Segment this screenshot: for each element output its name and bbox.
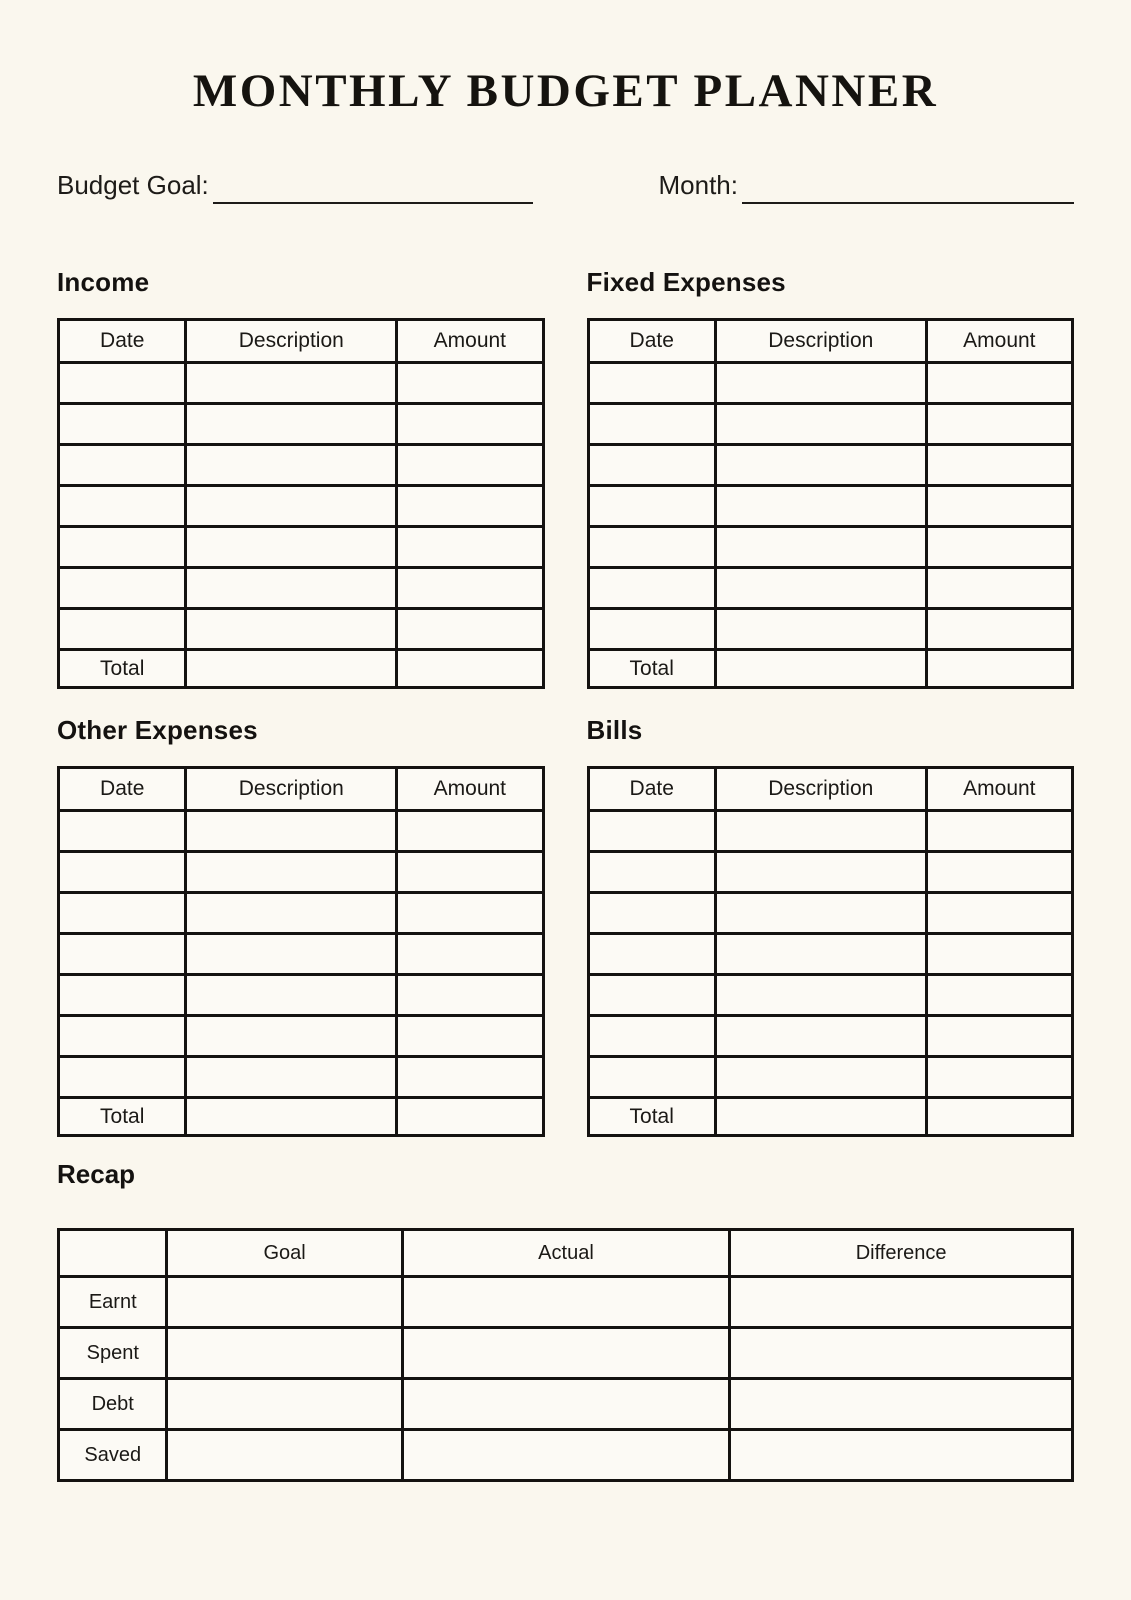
income-column-header-date: Date [59, 320, 186, 363]
income-description-cell[interactable] [186, 404, 397, 445]
recap-spent-actual-cell[interactable] [402, 1328, 730, 1379]
fixed-expenses-description-cell[interactable] [715, 568, 926, 609]
bills-amount-cell[interactable] [926, 1057, 1072, 1098]
bills-total-label: Total [588, 1098, 715, 1136]
bills-date-cell[interactable] [588, 852, 715, 893]
fixed-expenses-amount-cell[interactable] [926, 568, 1072, 609]
fixed-expenses-date-cell[interactable] [588, 404, 715, 445]
recap-column-header-actual: Actual [402, 1230, 730, 1277]
other-expenses-amount-cell[interactable] [397, 1016, 543, 1057]
table-row [59, 975, 544, 1016]
budget-goal-field [57, 170, 533, 201]
recap-row-earnt [59, 1277, 1073, 1328]
income-date-cell[interactable] [59, 445, 186, 486]
income-description-cell[interactable] [186, 568, 397, 609]
recap-row-label-saved: Saved [59, 1430, 167, 1481]
fixed-expenses-table [587, 318, 1075, 689]
bills-table [587, 766, 1075, 1137]
table-row [588, 893, 1073, 934]
income-column-header-description: Description [186, 320, 397, 363]
other-expenses-table [57, 766, 545, 1137]
other-expenses-description-cell[interactable] [186, 975, 397, 1016]
table-row [588, 527, 1073, 568]
other-expenses-amount-cell[interactable] [397, 852, 543, 893]
recap-row-saved [59, 1430, 1073, 1481]
bills-date-cell[interactable] [588, 1016, 715, 1057]
fixed-expenses-date-cell[interactable] [588, 445, 715, 486]
bills-total-row [588, 1098, 1073, 1136]
table-row [59, 445, 544, 486]
income-description-cell[interactable] [186, 527, 397, 568]
income-description-cell[interactable] [186, 363, 397, 404]
table-row [588, 486, 1073, 527]
recap-column-header-difference: Difference [730, 1230, 1073, 1277]
income-table [57, 318, 545, 689]
recap-row-debt [59, 1379, 1073, 1430]
income-header-row [59, 320, 544, 363]
table-row [59, 1057, 544, 1098]
fixed-expenses-amount-cell[interactable] [926, 486, 1072, 527]
recap-debt-goal-cell[interactable] [167, 1379, 402, 1430]
recap-spent-goal-cell[interactable] [167, 1328, 402, 1379]
other-expenses-description-cell[interactable] [186, 852, 397, 893]
bills-date-cell[interactable] [588, 975, 715, 1016]
recap-row-spent [59, 1328, 1073, 1379]
ledger-sections-grid [57, 267, 1074, 1137]
income-amount-cell[interactable] [397, 609, 543, 650]
month-field [659, 170, 1075, 201]
other-expenses-date-cell[interactable] [59, 934, 186, 975]
bills-date-cell[interactable] [588, 893, 715, 934]
fixed-expenses-description-cell[interactable] [715, 404, 926, 445]
other-expenses-amount-cell[interactable] [397, 975, 543, 1016]
bills-description-cell[interactable] [715, 1057, 926, 1098]
table-row [588, 975, 1073, 1016]
other-expenses-header-row [59, 768, 544, 811]
other-expenses-total-label: Total [59, 1098, 186, 1136]
other-expenses-total-description-cell[interactable] [186, 1098, 397, 1136]
other-expenses-date-cell[interactable] [59, 1016, 186, 1057]
bills-amount-cell[interactable] [926, 852, 1072, 893]
income-amount-cell[interactable] [397, 486, 543, 527]
recap-row-label-debt: Debt [59, 1379, 167, 1430]
income-total-label: Total [59, 650, 186, 688]
other-expenses-description-cell[interactable] [186, 934, 397, 975]
fixed-expenses-total-row [588, 650, 1073, 688]
fixed-expenses-header-row [588, 320, 1073, 363]
other-expenses-date-cell[interactable] [59, 1057, 186, 1098]
income-date-cell[interactable] [59, 527, 186, 568]
income-amount-cell[interactable] [397, 363, 543, 404]
table-row [588, 404, 1073, 445]
income-date-cell[interactable] [59, 568, 186, 609]
bills-date-cell[interactable] [588, 811, 715, 852]
other-expenses-column-header-date: Date [59, 768, 186, 811]
bills-amount-cell[interactable] [926, 1016, 1072, 1057]
recap-spent-difference-cell[interactable] [730, 1328, 1073, 1379]
fixed-expenses-amount-cell[interactable] [926, 527, 1072, 568]
fixed-expenses-description-cell[interactable] [715, 527, 926, 568]
table-row [588, 1016, 1073, 1057]
bills-amount-cell[interactable] [926, 934, 1072, 975]
recap-column-header-blank [59, 1230, 167, 1277]
bills-amount-cell[interactable] [926, 975, 1072, 1016]
bills-description-cell[interactable] [715, 852, 926, 893]
income-amount-cell[interactable] [397, 445, 543, 486]
other-expenses-amount-cell[interactable] [397, 893, 543, 934]
table-row [588, 1057, 1073, 1098]
other-expenses-column-header-amount: Amount [397, 768, 543, 811]
fixed-expenses-total-label: Total [588, 650, 715, 688]
bills-description-cell[interactable] [715, 893, 926, 934]
other-expenses-amount-cell[interactable] [397, 811, 543, 852]
recap-table [57, 1228, 1074, 1482]
bills-description-cell[interactable] [715, 975, 926, 1016]
bills-total-amount-cell[interactable] [926, 1098, 1072, 1136]
fixed-expenses-date-cell[interactable] [588, 527, 715, 568]
table-row [59, 486, 544, 527]
section-heading-recap: Recap [57, 1159, 136, 1189]
other-expenses-total-row [59, 1098, 544, 1136]
fixed-expenses-total-amount-cell[interactable] [926, 650, 1072, 688]
month-input-line[interactable] [742, 190, 1074, 204]
section-bills [587, 715, 1075, 1137]
table-row [59, 568, 544, 609]
fixed-expenses-date-cell[interactable] [588, 363, 715, 404]
bills-amount-cell[interactable] [926, 811, 1072, 852]
fixed-expenses-description-cell[interactable] [715, 445, 926, 486]
section-income [57, 267, 545, 689]
section-other-expenses [57, 715, 545, 1137]
income-date-cell[interactable] [59, 486, 186, 527]
recap-saved-difference-cell[interactable] [730, 1430, 1073, 1481]
income-column-header-amount: Amount [397, 320, 543, 363]
bills-total-description-cell[interactable] [715, 1098, 926, 1136]
bills-column-header-description: Description [715, 768, 926, 811]
section-recap [57, 1159, 1074, 1482]
section-heading-fixed-expenses: Fixed Expenses [586, 267, 786, 297]
bills-description-cell[interactable] [715, 934, 926, 975]
table-row [59, 934, 544, 975]
other-expenses-total-amount-cell[interactable] [397, 1098, 543, 1136]
income-amount-cell[interactable] [397, 404, 543, 445]
other-expenses-description-cell[interactable] [186, 1016, 397, 1057]
bills-column-header-amount: Amount [926, 768, 1072, 811]
month-label: Month: [658, 170, 738, 200]
income-date-cell[interactable] [59, 404, 186, 445]
recap-saved-actual-cell[interactable] [402, 1430, 730, 1481]
bills-header-row [588, 768, 1073, 811]
income-total-row [59, 650, 544, 688]
fixed-expenses-column-header-date: Date [588, 320, 715, 363]
bills-date-cell[interactable] [588, 934, 715, 975]
fixed-expenses-column-header-description: Description [715, 320, 926, 363]
bills-date-cell[interactable] [588, 1057, 715, 1098]
table-row [59, 852, 544, 893]
fixed-expenses-amount-cell[interactable] [926, 445, 1072, 486]
other-expenses-amount-cell[interactable] [397, 1057, 543, 1098]
recap-saved-goal-cell[interactable] [167, 1430, 402, 1481]
table-row [59, 893, 544, 934]
section-heading-income: Income [57, 267, 150, 297]
page-title: MONTHLY BUDGET PLANNER [192, 65, 939, 117]
fixed-expenses-amount-cell[interactable] [926, 609, 1072, 650]
recap-earnt-goal-cell[interactable] [167, 1277, 402, 1328]
table-row [59, 404, 544, 445]
table-row [588, 934, 1073, 975]
table-row [59, 811, 544, 852]
recap-earnt-actual-cell[interactable] [402, 1277, 730, 1328]
recap-header-row [59, 1230, 1073, 1277]
income-date-cell[interactable] [59, 363, 186, 404]
income-description-cell[interactable] [186, 445, 397, 486]
fixed-expenses-date-cell[interactable] [588, 568, 715, 609]
other-expenses-description-cell[interactable] [186, 811, 397, 852]
section-heading-other-expenses: Other Expenses [57, 715, 258, 745]
other-expenses-description-cell[interactable] [186, 1057, 397, 1098]
recap-row-label-spent: Spent [59, 1328, 167, 1379]
table-row [59, 363, 544, 404]
income-date-cell[interactable] [59, 609, 186, 650]
fixed-expenses-amount-cell[interactable] [926, 404, 1072, 445]
other-expenses-date-cell[interactable] [59, 811, 186, 852]
table-row [59, 527, 544, 568]
recap-debt-actual-cell[interactable] [402, 1379, 730, 1430]
income-amount-cell[interactable] [397, 527, 543, 568]
table-row [588, 852, 1073, 893]
fixed-expenses-description-cell[interactable] [715, 363, 926, 404]
budget-goal-label: Budget Goal: [57, 170, 209, 200]
other-expenses-description-cell[interactable] [186, 893, 397, 934]
table-row [588, 811, 1073, 852]
fixed-expenses-amount-cell[interactable] [926, 363, 1072, 404]
fixed-expenses-date-cell[interactable] [588, 486, 715, 527]
fixed-expenses-description-cell[interactable] [715, 486, 926, 527]
fixed-expenses-date-cell[interactable] [588, 609, 715, 650]
income-total-amount-cell[interactable] [397, 650, 543, 688]
table-row [588, 568, 1073, 609]
bills-description-cell[interactable] [715, 811, 926, 852]
table-row [59, 1016, 544, 1057]
fixed-expenses-column-header-amount: Amount [926, 320, 1072, 363]
bills-column-header-date: Date [588, 768, 715, 811]
table-row [59, 609, 544, 650]
bills-amount-cell[interactable] [926, 893, 1072, 934]
table-row [588, 445, 1073, 486]
fixed-expenses-description-cell[interactable] [715, 609, 926, 650]
table-row [588, 363, 1073, 404]
income-amount-cell[interactable] [397, 568, 543, 609]
other-expenses-column-header-description: Description [186, 768, 397, 811]
header-form-row [57, 170, 1074, 201]
other-expenses-amount-cell[interactable] [397, 934, 543, 975]
budget-goal-input-line[interactable] [213, 190, 533, 204]
other-expenses-date-cell[interactable] [59, 975, 186, 1016]
income-total-description-cell[interactable] [186, 650, 397, 688]
fixed-expenses-total-description-cell[interactable] [715, 650, 926, 688]
income-description-cell[interactable] [186, 609, 397, 650]
table-row [588, 609, 1073, 650]
section-fixed-expenses [587, 267, 1075, 689]
bills-description-cell[interactable] [715, 1016, 926, 1057]
recap-row-label-earnt: Earnt [59, 1277, 167, 1328]
other-expenses-date-cell[interactable] [59, 852, 186, 893]
income-description-cell[interactable] [186, 486, 397, 527]
section-heading-bills: Bills [586, 715, 643, 745]
recap-debt-difference-cell[interactable] [730, 1379, 1073, 1430]
recap-earnt-difference-cell[interactable] [730, 1277, 1073, 1328]
other-expenses-date-cell[interactable] [59, 893, 186, 934]
recap-column-header-goal: Goal [167, 1230, 402, 1277]
